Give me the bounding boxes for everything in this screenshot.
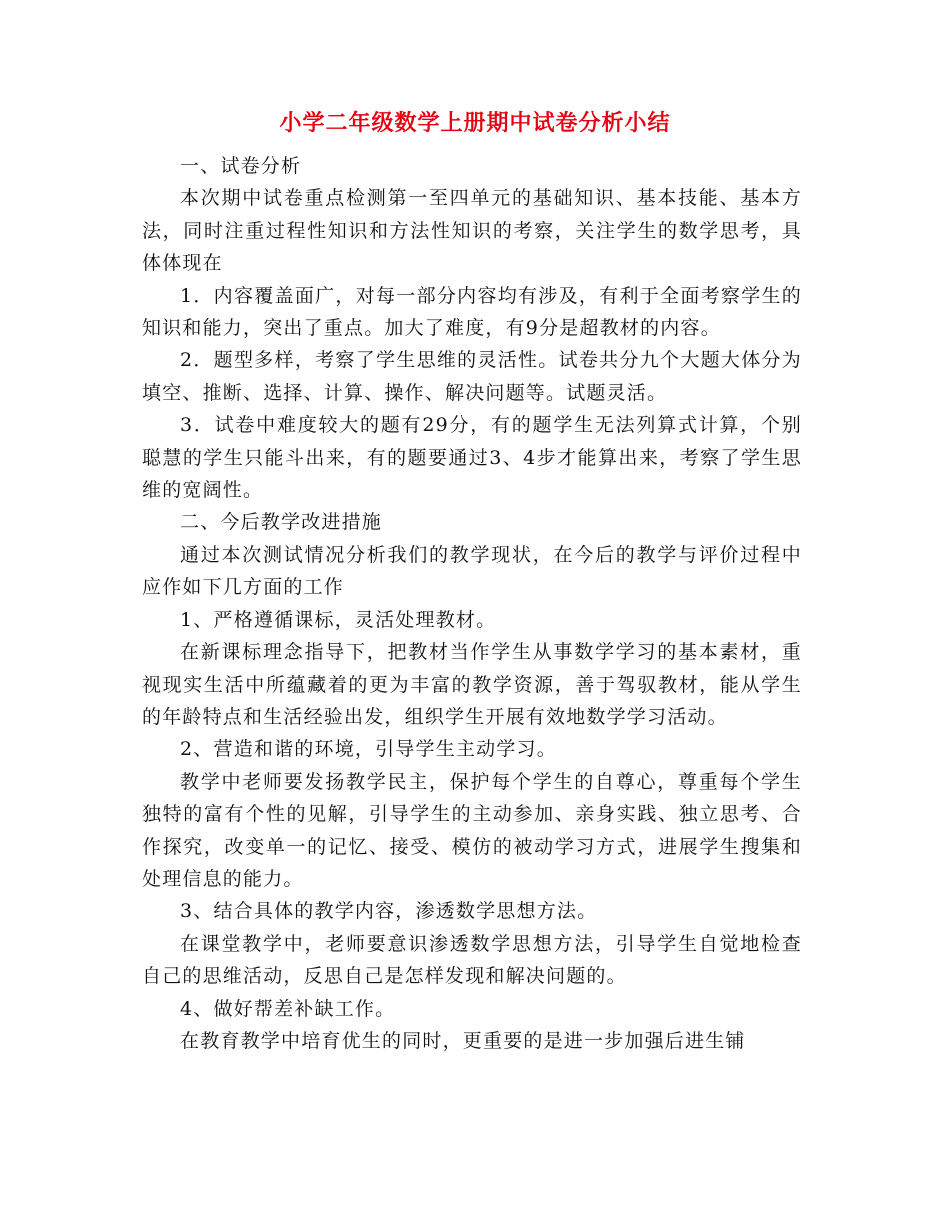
section-heading-analysis: 一、试卷分析 [180,155,302,177]
document-body [142,150,802,1057]
subheading-2: 2、营造和谐的环境，引导学生主动学习。 [180,738,557,761]
document-title: 小学二年级数学上册期中试卷分析小结 [279,111,671,136]
paragraph-point-2: 2．题型多样，考察了学生思维的灵活性。试卷共分九个大题大体分为填空、推断、选择、计算、操作、解决问题等。试题灵活。 [142,349,802,404]
subheading-1: 1、严格遵循课标，灵活处理教材。 [180,608,497,631]
section-heading-improvements: 二、今后教学改进措施 [180,511,383,534]
paragraph-improvements-intro: 通过本次测试情况分析我们的教学现状，在今后的教学与评价过程中应作如下几方面的工作 [142,543,802,599]
paragraph-point-1: 1．内容覆盖面广，对每一部分内容均有涉及，有利于全面考察学生的知识和能力，突出了重点。加大了难度，有9分是超教材的内容。 [142,284,802,340]
paragraph-sub-1: 在新课标理念指导下，把教材当作学生从事数学学习的基本素材，重视现实生活中所蕴藏着的更为丰富的教学资源，善于驾驭教材，能从学生的年龄特点和生活经验出发，组织学生开展有效地数学学习活动。 [142,641,802,728]
subheading-4: 4、做好帮差补缺工作。 [180,997,396,1020]
paragraph-sub-4: 在教育教学中培育优生的同时，更重要的是进一步加强后进生铺 [180,1029,746,1052]
paragraph-sub-3: 在课堂教学中，老师要意识渗透数学思想方法，引导学生自觉地检查自己的思维活动，反思自己是怎样发现和解决问题的。 [142,932,802,988]
paragraph-intro: 本次期中试卷重点检测第一至四单元的基础知识、基本技能、基本方法，同时注重过程性知识和方法性知识的考察，关注学生的数学思考，具体体现在 [142,187,802,275]
paragraph-point-3: 3．试卷中难度较大的题有29分，有的题学生无法列算式计算，个别聪慧的学生只能斗出来，有的题要通过3、4步才能算出来，考察了学生思维的宽阔性。 [142,414,802,502]
subheading-3: 3、结合具体的教学内容，渗透数学思想方法。 [180,900,598,923]
paragraph-sub-2: 教学中老师要发扬教学民主，保护每个学生的自尊心，尊重每个学生独特的富有个性的见解，引导学生的主动参加、亲身实践、独立思考、合作探究，改变单一的记忆、接受、模仿的被动学习方式，进展学生搜集和处理信息的能力。 [142,770,802,890]
